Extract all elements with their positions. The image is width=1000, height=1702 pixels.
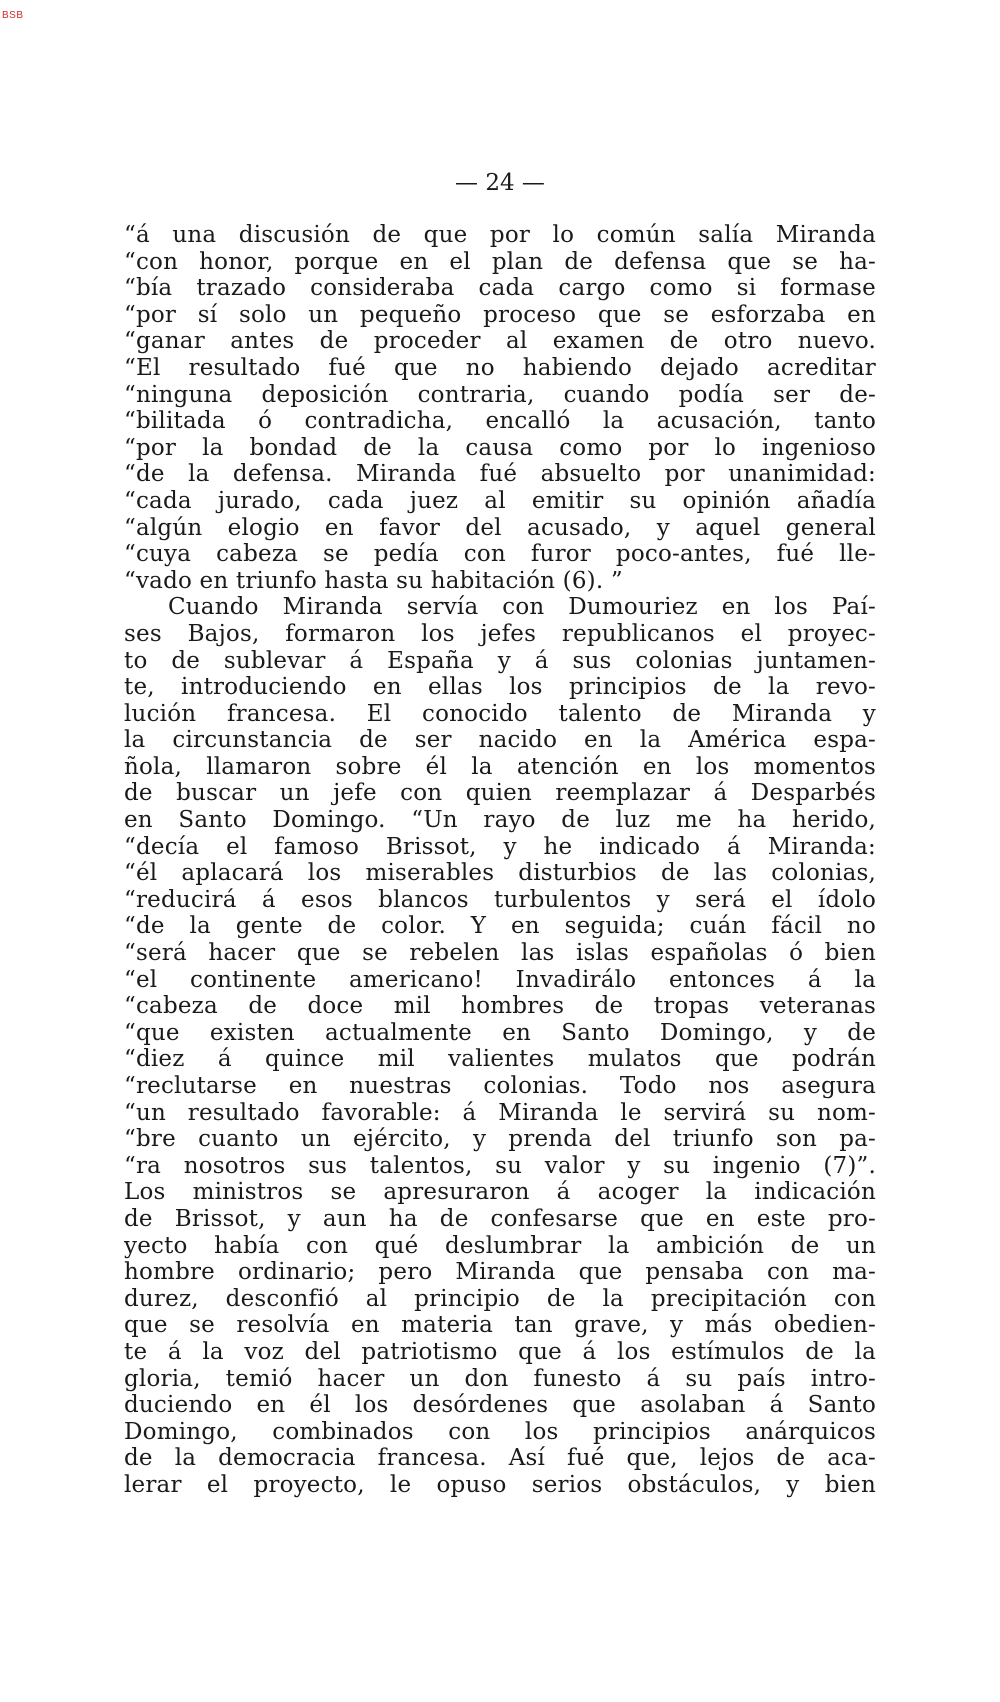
text-line: “bilitada ó contradicha, encalló la acusación, tanto [124,408,876,435]
text-line: “él aplacará los miserables disturbios de las colonias, [124,860,876,887]
text-line: “el continente americano! Invadirálo entonces á la [124,966,876,993]
text-line: de la democracia francesa. Así fué que, lejos de aca- [124,1445,876,1472]
text-line: en Santo Domingo. “Un rayo de luz me ha herido, [124,807,876,834]
text-line: “un resultado favorable: á Miranda le servirá su nom- [124,1099,876,1126]
text-line: “por la bondad de la causa como por lo ingenioso [124,434,876,461]
text-line: “El resultado fué que no habiendo dejado acreditar [124,354,876,381]
text-line: “decía el famoso Brissot, y he indicado á Miranda: [124,833,876,860]
paragraph-start-line: Cuando Miranda servía con Dumouriez en los Paí- [168,594,876,621]
text-line: “vado en triunfo hasta su habitación (6). ” [124,567,623,594]
text-line: que se resolvía en materia tan grave, y más obedien- [124,1312,876,1339]
library-stamp: BSB [2,10,24,21]
text-line: “cuya cabeza se pedía con furor poco-antes, fué lle- [124,541,876,568]
text-line: “á una discusión de que por lo común salía Miranda [124,222,876,248]
text-line: ñola, llamaron sobre él la atención en los momentos [124,753,876,780]
text-line: la circunstancia de ser nacido en la América espa- [124,727,876,754]
text-line: de buscar un jefe con quien reemplazar á Desparbés [124,780,876,807]
text-line: “ninguna deposición contraria, cuando podía ser de- [124,381,876,408]
text-line: “será hacer que se rebelen las islas españolas ó bien [124,940,876,967]
text-line: Los ministros se apresuraron á acoger la indicación [124,1179,876,1206]
text-line: ses Bajos, formaron los jefes republicanos el proyec- [124,620,876,647]
text-line: te, introduciendo en ellas los principios de la revo- [124,674,876,701]
text-line: hombre ordinario; pero Miranda que pensaba con ma- [124,1259,876,1286]
text-line: “bía trazado consideraba cada cargo como si formase [124,275,876,302]
text-line: “que existen actualmente en Santo Domingo, y de [124,1019,876,1046]
text-line: “diez á quince mil valientes mulatos que podrán [124,1046,876,1073]
body-text [124,222,876,1499]
text-line: “reducirá á esos blancos turbulentos y será el ídolo [124,886,876,913]
text-line: yecto había con qué deslumbrar la ambición de un [124,1232,876,1259]
text-line: “bre cuanto un ejército, y prenda del triunfo son pa- [124,1126,876,1153]
text-line: te á la voz del patriotismo que á los estímulos de la [124,1338,876,1365]
text-line: “reclutarse en nuestras colonias. Todo nos asegura [124,1073,876,1099]
text-line: “cabeza de doce mil hombres de tropas veteranas [124,993,876,1020]
text-line: durez, desconfió al principio de la precipitación con [124,1285,876,1312]
page-number: — 24 — [455,170,545,196]
text-line: lución francesa. El conocido talento de Miranda y [124,700,876,727]
text-line: “ganar antes de proceder al examen de otro nuevo. [124,328,876,355]
text-line: “cada jurado, cada juez al emitir su opinión añadía [124,487,876,514]
text-line: “de la defensa. Miranda fué absuelto por unanimidad: [124,461,876,488]
text-line: “por sí solo un pequeño proceso que se esforzaba en [124,301,876,328]
text-line: to de sublevar á España y á sus colonias juntamen- [124,647,876,674]
text-line: “algún elogio en favor del acusado, y aquel general [124,514,876,541]
text-line: “con honor, porque en el plan de defensa que se ha- [124,248,876,275]
text-line: “de la gente de color. Y en seguida; cuán fácil no [124,913,876,940]
text-line: duciendo en él los desórdenes que asolaban á Santo [124,1392,876,1419]
text-line: “ra nosotros sus talentos, su valor y su ingenio (7)”. [124,1152,876,1179]
text-line: Domingo, combinados con los principios anárquicos [124,1418,876,1445]
text-line: gloria, temió hacer un don funesto á su país intro- [124,1365,876,1392]
text-line: de Brissot, y aun ha de confesarse que en este pro- [124,1205,876,1232]
text-line: lerar el proyecto, le opuso serios obstáculos, y bien [124,1471,876,1498]
